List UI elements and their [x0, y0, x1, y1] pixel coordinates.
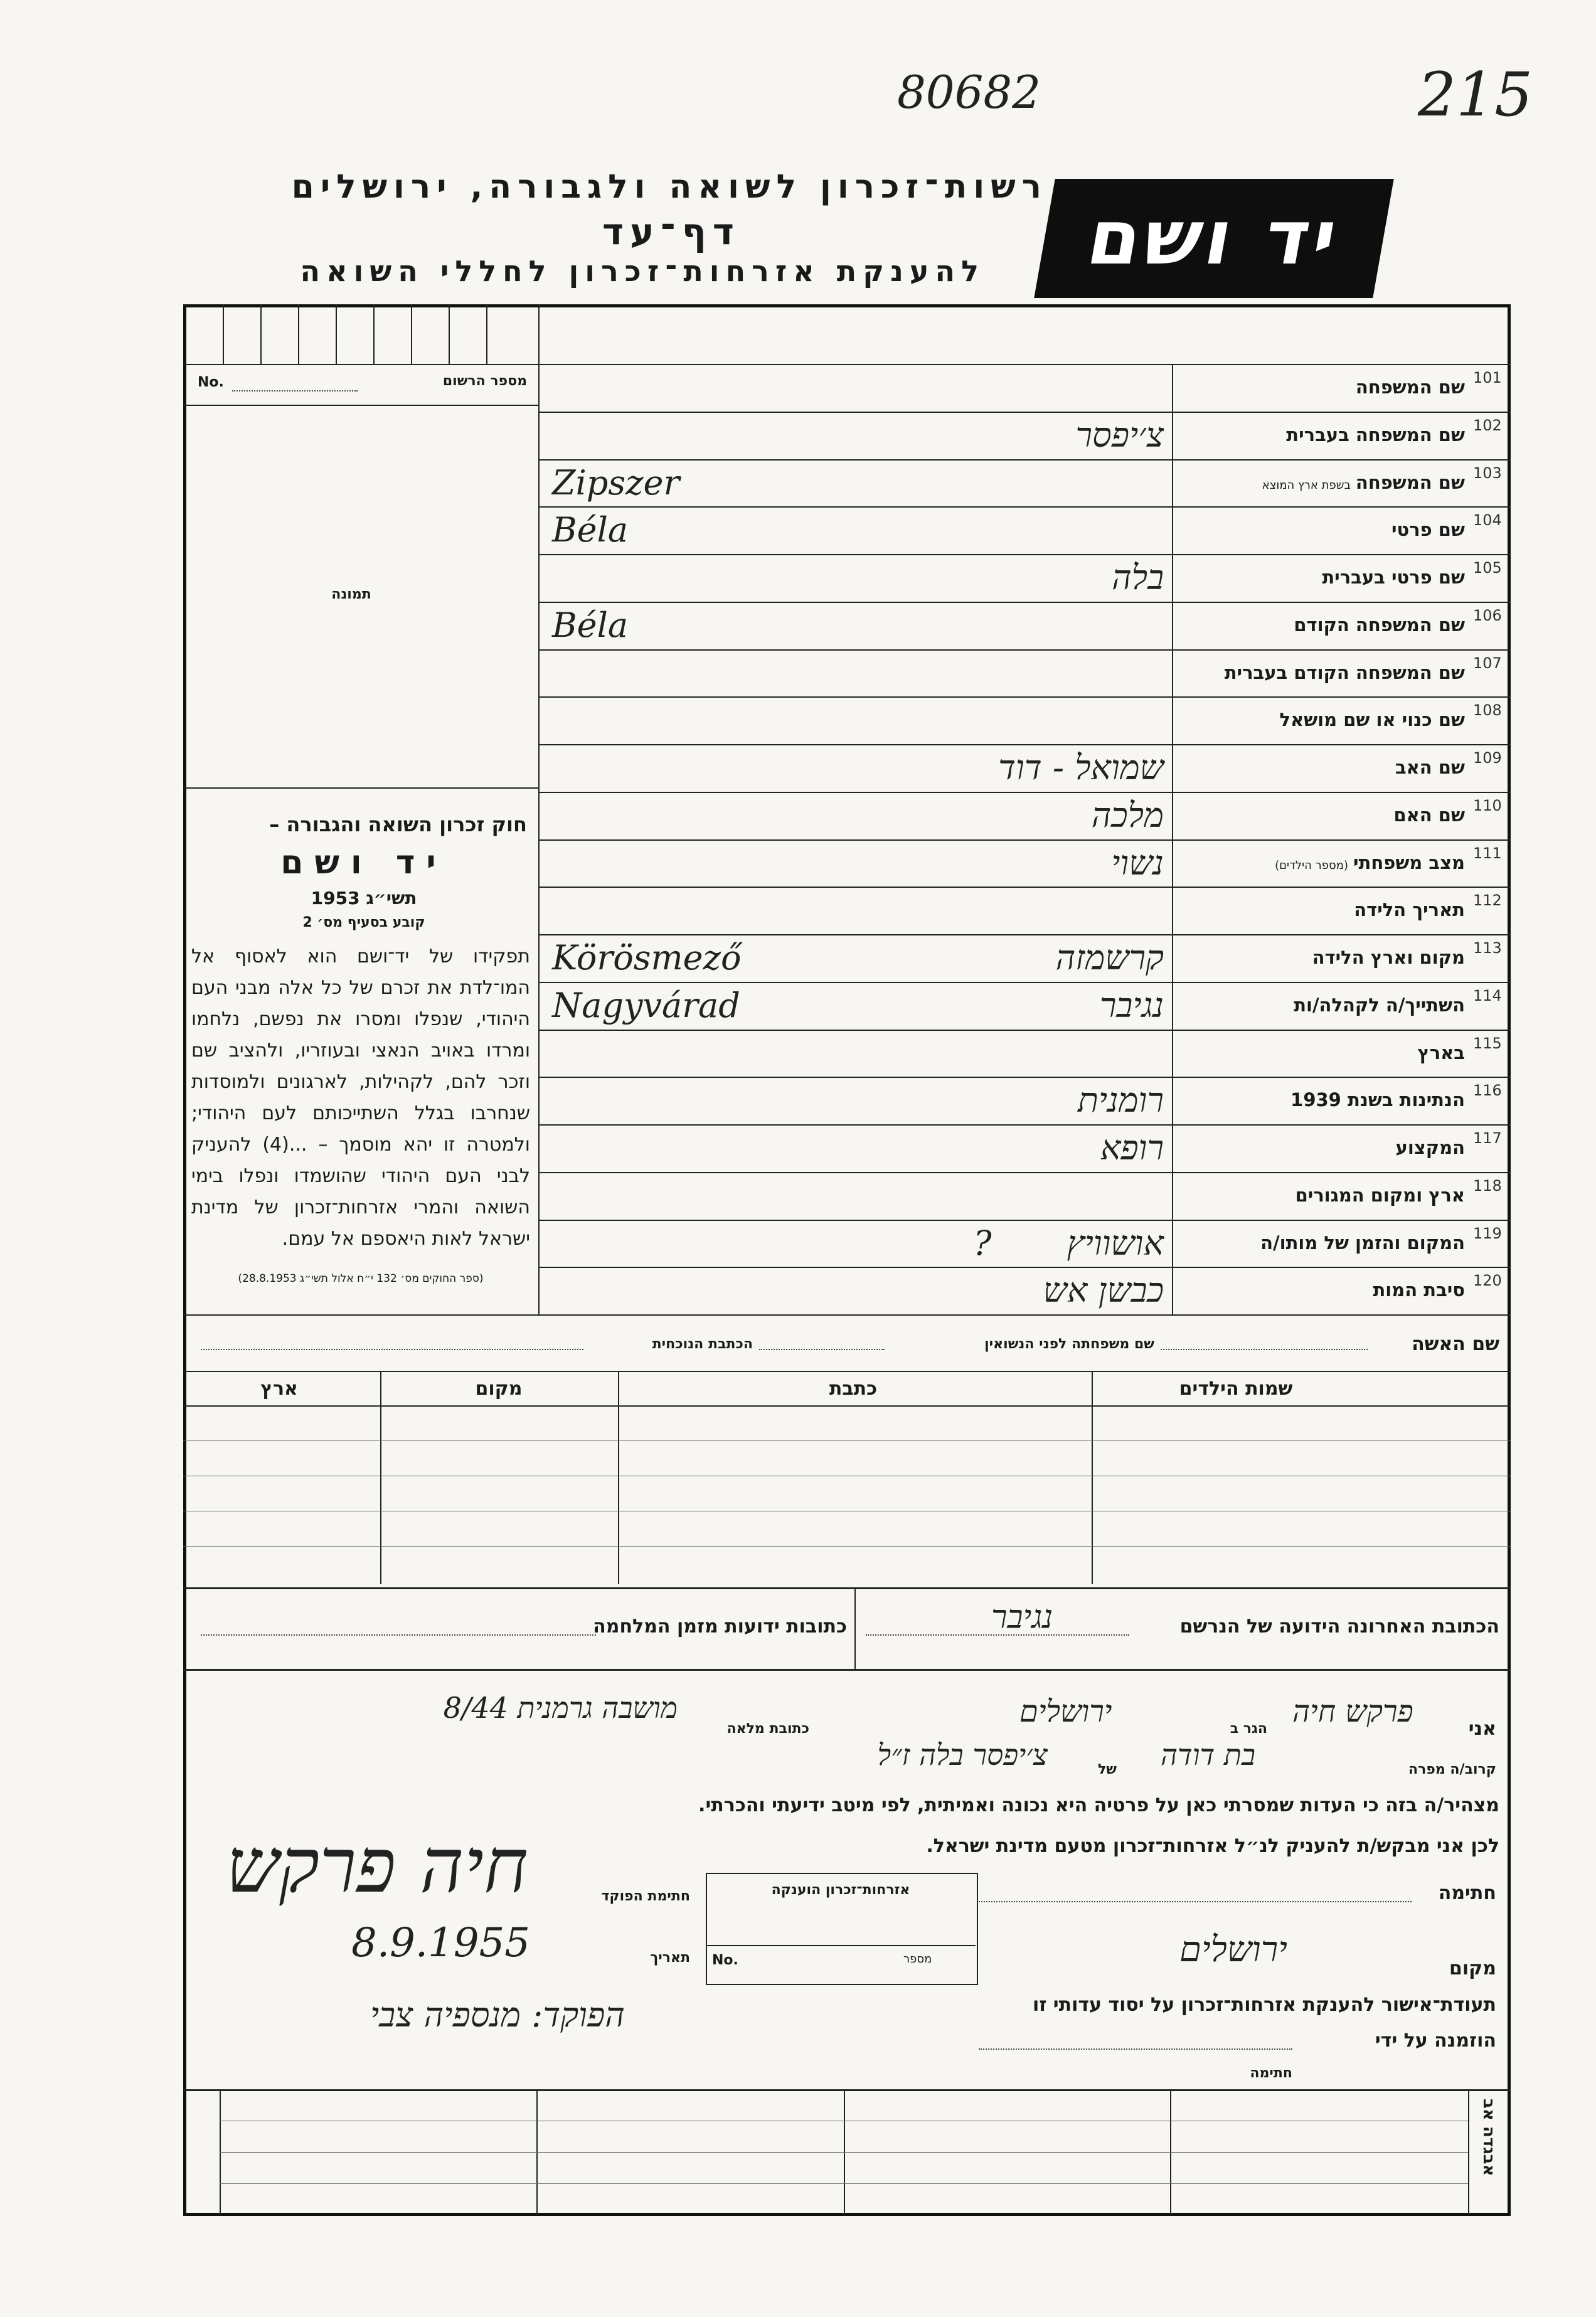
field-value[interactable]	[552, 558, 1164, 597]
field-value[interactable]	[552, 463, 1164, 503]
field-number: 113	[1473, 939, 1502, 957]
field-number: 102	[1473, 417, 1502, 434]
field-label-text: מקום וארץ הלידה	[1312, 947, 1465, 968]
signature-field[interactable]	[979, 1901, 1412, 1902]
law-body: תפקידו של יד־ושם הוא לאסוף אל המו־לדת את זכרם של כל אלה מבני העם היהודי, שנפלו ומסרו את נפשם, נלחמו ומרדו באויב הנאצי ובעוזריו, ולהציב שם וזכר להם, לקהילות, לארגונים ולמוסדות שנחרבו בגלל השתייכותם לעם היהודי; ולמטרה זו יהא מוסמך – ...(4) להעניק לבני העם היהודי שהושמדו ונפלו בימי השואה והמרי אזרחות־זכרון של מדינת ישראל לאות היאספם אל עמם.	[191, 945, 530, 1250]
field-label-text: השתייך/ה לקהלה/ות	[1294, 994, 1465, 1016]
field-number: 114	[1473, 987, 1502, 1004]
field-value[interactable]	[552, 1128, 1164, 1168]
certificate-text: תעודת־אישור להענקת אזרחות־זכרון על יסוד עדותי זו	[1033, 1994, 1496, 2016]
field-row-line	[538, 1030, 1511, 1031]
field-label-text: שם המשפחה הקודם	[1294, 614, 1465, 636]
field-label-text: המקצוע	[1395, 1137, 1465, 1158]
request-text: לכן אני מבקש/ת להעניק לנ״ל אזרחות־זכרון מטעם מדינת ישראל.	[926, 1835, 1499, 1857]
field-number: 110	[1473, 797, 1502, 814]
field-value-text: מלכה	[1091, 796, 1164, 835]
wife-address-label: הכתבת הנוכחית	[652, 1336, 753, 1352]
field-label-note: (מספר הילדים)	[1275, 859, 1348, 872]
field-label-text: שם כנוי או שם מושאל	[1279, 709, 1465, 730]
field-label	[1179, 472, 1465, 493]
declarant-ani: אני	[1468, 1718, 1496, 1740]
field-row-line	[538, 364, 1511, 365]
field-value-text: צ׳יפסר	[1075, 415, 1164, 455]
field-value[interactable]	[552, 748, 1164, 787]
field-value[interactable]	[552, 1270, 1164, 1310]
citizenship-box-title: אזרחות־זכרון הוענקה	[771, 1882, 910, 1898]
field-number: 106	[1473, 607, 1502, 624]
field-value-text: נגיבר	[1099, 986, 1164, 1025]
field-number: 111	[1473, 844, 1502, 862]
field-label	[1179, 1089, 1465, 1111]
declarant-signature: חיה פרקש	[226, 1823, 528, 1910]
field-row-line	[538, 934, 1511, 935]
field-number: 105	[1473, 559, 1502, 577]
field-label-text: סיבת המות	[1373, 1279, 1465, 1301]
field-row-line	[538, 887, 1511, 888]
field-number: 109	[1473, 749, 1502, 767]
invited-field[interactable]	[979, 2048, 1292, 2050]
officer-name: הפוקד: מנספיה צבי	[370, 1995, 625, 2035]
field-row-line	[538, 554, 1511, 555]
field-label	[1179, 947, 1465, 968]
field-label	[1179, 1042, 1465, 1063]
field-label	[1179, 994, 1465, 1016]
field-label-text: שם פרטי	[1391, 519, 1465, 540]
field-row-line	[538, 1077, 1511, 1078]
field-number: 103	[1473, 464, 1502, 482]
field-number: 112	[1473, 892, 1502, 909]
field-value[interactable]	[552, 415, 1164, 455]
officer-stamp-label: חתימת הפוקד	[601, 1888, 690, 1904]
field-number: 107	[1473, 654, 1502, 672]
wartime-address-field[interactable]	[201, 1634, 596, 1636]
field-value-text: רומנית	[1077, 1080, 1164, 1120]
place-label: מקום	[1449, 1957, 1496, 1979]
field-value[interactable]	[552, 843, 1164, 883]
certificate-signature-label: חתימה	[1250, 2065, 1292, 2081]
field-row-line	[538, 649, 1511, 651]
field-label-text: שם המשפחה בעברית	[1286, 424, 1465, 445]
field-value-text: שמואל - דוד	[998, 748, 1164, 787]
field-row-line	[538, 839, 1511, 841]
field-label-text: שם האם	[1393, 804, 1465, 826]
field-value-latin[interactable]: Nagyvárad	[552, 986, 740, 1025]
invited-label: הוזמנה על ידי	[1375, 2030, 1496, 2052]
declarant-address[interactable]: מושבה גרמנית 8/44	[443, 1691, 678, 1725]
field-label-note: בשפת ארץ המוצא	[1262, 479, 1351, 492]
field-row-line	[538, 1124, 1511, 1126]
law-title: חוק זכרון השואה והגבורה –	[269, 812, 527, 836]
field-value-text: כבשן אש	[1043, 1270, 1164, 1310]
children-header-country: ארץ	[260, 1378, 298, 1400]
field-number: 120	[1473, 1272, 1502, 1289]
relation-label: קרוב/ה מפרה	[1408, 1762, 1496, 1777]
field-row-line	[538, 1220, 1511, 1221]
archive-number: 80682	[897, 66, 1041, 119]
field-label-text: המקום והזמן של מותו/ה	[1260, 1232, 1465, 1254]
field-label-text: בארץ	[1417, 1042, 1465, 1063]
field-number: 118	[1473, 1177, 1502, 1195]
field-value[interactable]	[552, 605, 1164, 645]
field-row-line	[538, 744, 1511, 745]
law-name: יד ושם	[280, 844, 447, 882]
last-address-label: הכתובת האחרונה הידועה של הנרשם	[1179, 1616, 1499, 1638]
field-value-latin[interactable]: Körösmező	[552, 938, 742, 977]
side-code: אבגדה אב	[1479, 2099, 1498, 2176]
children-header-address: כתבת	[829, 1378, 878, 1400]
field-value-text: אושוויץ	[1067, 1223, 1164, 1263]
citizenship-box-num-label: מספר	[903, 1952, 932, 1966]
children-header-place: מקום	[475, 1378, 523, 1400]
wife-address-field[interactable]	[201, 1349, 583, 1350]
field-value-text: נשוי	[1111, 843, 1164, 883]
field-label	[1179, 1232, 1465, 1254]
citizenship-box-no: No.	[712, 1952, 738, 1968]
field-label	[1179, 709, 1465, 730]
relation-value[interactable]: בת דודה	[1161, 1738, 1256, 1772]
page-number: 215	[1418, 60, 1533, 130]
children-header-names: שמות הילדים	[1179, 1378, 1293, 1400]
field-row-line	[538, 1267, 1511, 1268]
field-value[interactable]	[552, 1080, 1164, 1120]
field-label	[1179, 852, 1465, 873]
signature-label: חתימה	[1438, 1882, 1496, 1904]
wife-name-field[interactable]	[1161, 1349, 1368, 1350]
field-number: 116	[1473, 1082, 1502, 1099]
date-label: תאריך	[650, 1950, 690, 1966]
form-title: דף־עד	[602, 210, 741, 253]
field-label-text: שם המשפחה	[1355, 472, 1465, 493]
last-address-field[interactable]	[866, 1634, 1129, 1636]
of-label: של	[1098, 1762, 1117, 1777]
field-row-line	[538, 459, 1511, 461]
wife-maiden-field[interactable]	[759, 1349, 885, 1350]
field-row-line	[538, 602, 1511, 603]
declarant-name[interactable]: פרקש חיה	[1292, 1694, 1413, 1729]
place-value[interactable]: ירושלים	[1179, 1929, 1287, 1970]
field-label-text: ארץ ומקום המגורים	[1295, 1185, 1465, 1206]
field-number: 115	[1473, 1035, 1502, 1052]
field-label	[1179, 376, 1465, 398]
field-label	[1179, 1137, 1465, 1158]
field-number: 101	[1473, 369, 1502, 386]
field-value-text: קרשמזה	[1055, 938, 1164, 977]
field-label-text: תאריך הלידה	[1354, 899, 1465, 920]
form-subtitle: להענקת אזרחות־זכרון לחללי השואה	[300, 254, 985, 288]
field-row-line	[538, 506, 1511, 508]
field-row-line	[538, 412, 1511, 413]
last-address-value[interactable]: נגיבר	[991, 1599, 1053, 1636]
field-row-line	[538, 1172, 1511, 1173]
field-value[interactable]	[552, 510, 1164, 550]
field-label	[1179, 1185, 1465, 1206]
field-label	[1179, 662, 1465, 683]
field-value[interactable]	[552, 1223, 1164, 1263]
registry-label: מספר הרשום	[442, 373, 527, 389]
field-number: 119	[1473, 1225, 1502, 1242]
field-label	[1179, 1279, 1465, 1301]
photo-label: תמונה	[331, 587, 371, 602]
field-label	[1179, 567, 1465, 588]
field-label	[1179, 424, 1465, 445]
field-label	[1179, 614, 1465, 636]
field-number: 117	[1473, 1129, 1502, 1147]
declarant-address-label: כתובת מלאה	[726, 1721, 809, 1737]
field-row-line	[538, 792, 1511, 793]
field-label-text: שם פרטי בעברית	[1322, 567, 1465, 588]
wife-label: שם האשה	[1412, 1333, 1499, 1355]
law-citation: (ספר החוקים מס׳ 132 י״ח אלול תשי״ג 28.8.1953)	[238, 1272, 484, 1285]
field-row-line	[538, 982, 1511, 983]
field-label	[1179, 757, 1465, 778]
field-label-text: שם האב	[1395, 757, 1465, 778]
official-date[interactable]: 8.9.1955	[351, 1920, 530, 1966]
of-name[interactable]: צ׳יפסר בלה ז״ל	[877, 1738, 1048, 1772]
field-number: 108	[1473, 701, 1502, 719]
field-label-text: הנתינות בשנת 1939	[1290, 1089, 1465, 1111]
law-clause: קובע בסעיף מס׳ 2	[302, 915, 425, 930]
law-year: תשי״ג 1953	[311, 888, 417, 908]
declaration-text: מצהיר/ה בזה כי העדות שמסרתי כאן על פרטיה היא נכונה ואמיתית, לפי מיטב ידיעתי והכרתי.	[698, 1794, 1499, 1816]
field-label	[1179, 804, 1465, 826]
registry-number-field[interactable]	[232, 390, 358, 391]
yad-vashem-logo: יד ושם	[1034, 179, 1394, 298]
field-value-mark: ?	[973, 1223, 992, 1263]
declarant-living-label: הגר ב	[1230, 1721, 1267, 1737]
field-label-text: שם המשפחה הקודם בעברית	[1224, 662, 1465, 683]
field-row-line	[538, 696, 1511, 698]
registry-no-label: No.	[198, 375, 224, 390]
field-label-text: מצב משפחתי	[1353, 852, 1465, 873]
field-value-text: Béla	[552, 510, 629, 550]
wife-maiden-label: שם משפחתה לפני הנשואין	[984, 1336, 1154, 1352]
authority-line: רשות־זכרון לשואה ולגבורה, ירושלים	[291, 168, 1048, 206]
field-label-text: שם המשפחה	[1355, 376, 1465, 398]
wartime-address-label: כתובות ידועות מזמן המלחמה	[593, 1616, 847, 1638]
field-value-text: Béla	[552, 605, 629, 645]
field-value-text: בלה	[1112, 558, 1164, 597]
field-label	[1179, 899, 1465, 920]
field-value-text: Zipszer	[552, 463, 680, 503]
field-value[interactable]	[552, 796, 1164, 835]
declarant-city[interactable]: ירושלים	[1019, 1694, 1112, 1729]
field-number: 104	[1473, 511, 1502, 529]
field-value-text: רופא	[1100, 1128, 1164, 1168]
field-label	[1179, 519, 1465, 540]
